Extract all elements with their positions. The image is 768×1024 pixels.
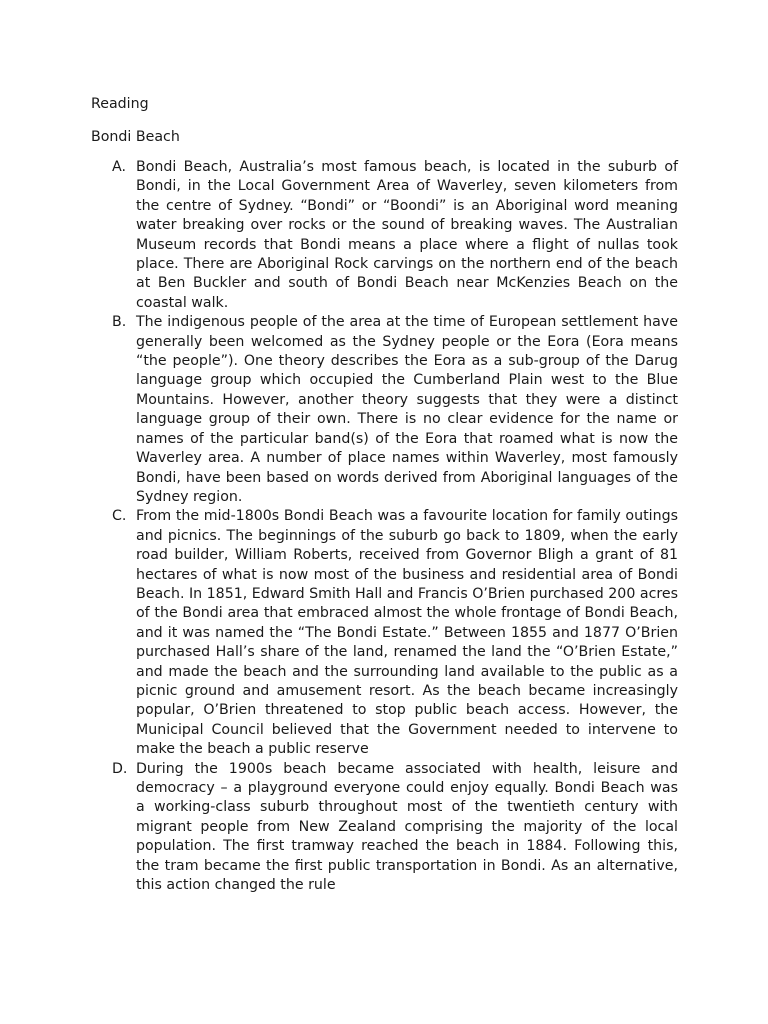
article-title: Bondi Beach [91,129,180,145]
paragraph-text: Bondi Beach, Australia’s most famous beach, is located in the suburb of Bondi, in the Local Government Area of Waverley, seven kilometers from the centre of Sydney. “Bondi” or “Boondi” is an Aboriginal word meaning water breaking over rocks or the sound of breaking waves. The Australian Museum records that Bondi means a place where a flight of nullas took place. There are Aboriginal Rock carvings on the northern end of the beach at Ben Buckler and south of Bondi Beach near McKenzies Beach on the coastal walk. [136,159,678,311]
paragraph-text: From the mid-1800s Bondi Beach was a favourite location for family outings and picnics. The beginnings of the suburb go back to 1809, when the early road builder, William Roberts, received from Governor Bligh a grant of 81 hectares of what is now most of the business and residential area of Bondi Beach. In 1851, Edward Smith Hall and Francis O’Brien purchased 200 acres of the Bondi area that embraced almost the whole frontage of Bondi Beach, and it was named the “The Bondi Estate.” Between 1855 and 1877 O’Brien purchased Hall’s share of the land, renamed the land the “O’Brien Estate,” and made the beach and the surrounding land available to the public as a picnic ground and amusement resort. As the beach became increasingly popular, O’Brien threatened to stop public beach access. However, the Municipal Council believed that the Government needed to intervene to make the beach a public reserve [136,508,679,758]
paragraph-marker: B. [112,314,127,331]
section-label: Reading [91,96,149,112]
paragraph-marker: A. [112,159,126,175]
paragraph-text: The indigenous people of the area at the time of European settlement have generally been welcomed as the Sydney people or the Eora (Eora means “the people”). One theory describes the Eora as a sub-group of the Darug language group which occupied the Cumberland Plain west to the Blue Mountains. However, another theory suggests that they were a distinct language group of their own. There is no clear evidence for the name or names of the particular band(s) of the Eora that roamed what is now the Waverley area. A number of place names within Waverley, most famously Bondi, have been based on words derived from Aboriginal languages of the Sydney region. [136,314,678,505]
paragraph-marker: D. [112,760,128,777]
paragraph-item-b [112,313,678,507]
paragraph-text: During the 1900s beach became associated with health, leisure and democracy – a playground everyone could enjoy equally. Bondi Beach was a working-class suburb throughout most of the twentieth century with migrant people from New Zealand comprising the majority of the local population. The first tramway reached the beach in 1884. Following this, the tram became the first public transportation in Bondi. As an alternative, this action changed the rule [136,760,678,894]
paragraph-item-a [112,158,678,313]
paragraph-item-c [112,507,679,759]
paragraph-item-d [112,760,678,896]
paragraph-list [112,158,679,895]
paragraph-marker: C. [112,508,127,525]
